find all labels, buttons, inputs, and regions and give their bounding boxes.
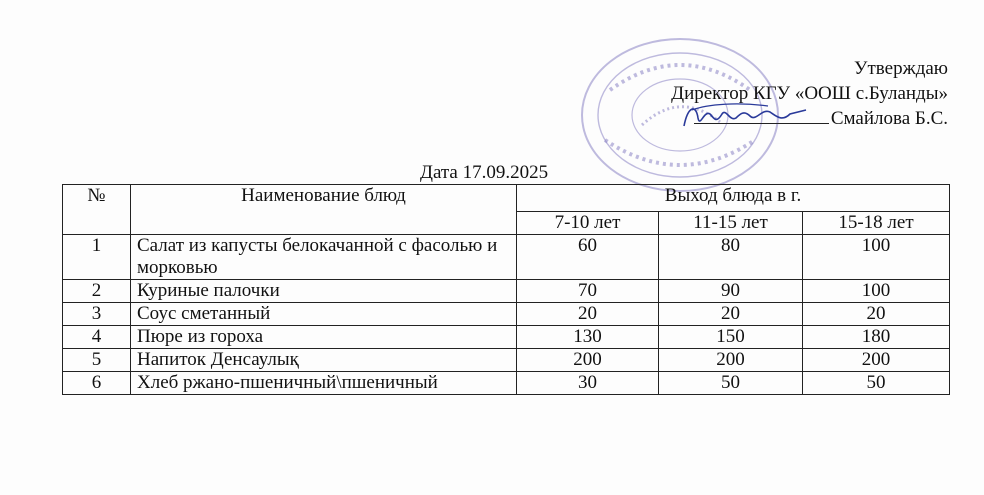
row-value-11-15: 80 [659,235,803,280]
table-row [63,372,950,395]
row-number: 3 [63,303,131,326]
row-value-11-15: 150 [659,326,803,349]
approval-block [671,56,948,131]
header-age-11-15: 11-15 лет [659,212,803,235]
row-value-7-10: 30 [517,372,659,395]
table-row [63,349,950,372]
menu-date: Дата 17.09.2025 [420,162,549,183]
row-dish-name: Пюре из гороха [131,326,517,349]
header-age-15-18: 15-18 лет [803,212,950,235]
menu-table [62,184,950,395]
signature-line [694,109,829,124]
header-output: Выход блюда в г. [517,185,950,212]
row-dish-name: Хлеб ржано-пшеничный\пшеничный [131,372,517,395]
row-value-15-18: 100 [803,235,950,280]
row-value-15-18: 50 [803,372,950,395]
row-value-11-15: 50 [659,372,803,395]
row-value-11-15: 200 [659,349,803,372]
row-value-11-15: 20 [659,303,803,326]
table-row [63,280,950,303]
header-number: № [63,185,131,235]
row-value-7-10: 70 [517,280,659,303]
approval-signer: Смайлова Б.С. [830,108,948,129]
row-value-15-18: 20 [803,303,950,326]
table-row [63,326,950,349]
row-dish-name: Соус сметанный [131,303,517,326]
header-dish-name: Наименование блюд [131,185,517,235]
row-value-15-18: 100 [803,280,950,303]
row-number: 1 [63,235,131,280]
row-number: 4 [63,326,131,349]
row-value-15-18: 200 [803,349,950,372]
row-value-7-10: 200 [517,349,659,372]
row-number: 5 [63,349,131,372]
approval-title: Утверждаю [854,58,948,79]
row-dish-name: Салат из капусты белокачанной с фасолью и морковью [131,235,517,280]
row-value-15-18: 180 [803,326,950,349]
approval-signer-line [671,106,948,131]
row-value-7-10: 60 [517,235,659,280]
table-row [63,303,950,326]
table-row [63,235,950,280]
row-dish-name: Куриные палочки [131,280,517,303]
row-value-11-15: 90 [659,280,803,303]
row-value-7-10: 20 [517,303,659,326]
approval-position: Директор КГУ «ООШ с.Буланды» [671,83,948,104]
row-number: 2 [63,280,131,303]
table-header-row [63,185,950,212]
row-value-7-10: 130 [517,326,659,349]
header-age-7-10: 7-10 лет [517,212,659,235]
row-dish-name: Напиток Денсаулық [131,349,517,372]
row-number: 6 [63,372,131,395]
